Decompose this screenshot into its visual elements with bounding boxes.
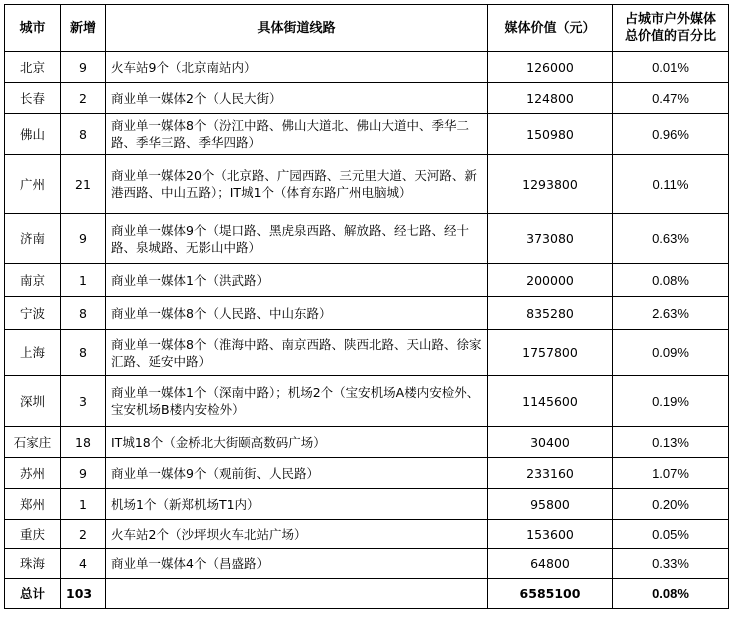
cell-pct: 0.05%: [613, 520, 729, 549]
cell-city: 宁波: [5, 297, 61, 330]
cell-pct: 1.07%: [613, 458, 729, 489]
cell-route: 商业单一媒体20个（北京路、广园西路、三元里大道、天河路、新港西路、中山五路）；IT城1个（体育东路广州电脑城）: [106, 155, 488, 214]
header-city: 城市: [5, 5, 61, 52]
cell-city: 上海: [5, 330, 61, 376]
table-row: [5, 52, 729, 83]
cell-new: 21: [61, 155, 106, 214]
cell-new: 1: [61, 264, 106, 297]
table-row: [5, 427, 729, 458]
cell-route: 火车站2个（沙坪坝火车北站广场）: [106, 520, 488, 549]
cell-route: 商业单一媒体8个（淮海中路、南京西路、陕西北路、天山路、徐家汇路、延安中路）: [106, 330, 488, 376]
cell-route: 商业单一媒体8个（汾江中路、佛山大道北、佛山大道中、季华二路、季华三路、季华四路）: [106, 114, 488, 155]
cell-pct: 0.20%: [613, 489, 729, 520]
cell-value: 233160: [488, 458, 613, 489]
total-pct: 0.08%: [613, 579, 729, 609]
total-row: [5, 579, 729, 609]
cell-pct: 0.19%: [613, 376, 729, 427]
total-value: 6585100: [488, 579, 613, 609]
header-value: 媒体价值（元）: [488, 5, 613, 52]
cell-city: 石家庄: [5, 427, 61, 458]
cell-pct: 2.63%: [613, 297, 729, 330]
total-label: 总计: [5, 579, 61, 609]
cell-route: 机场1个（新郑机场T1内）: [106, 489, 488, 520]
cell-new: 8: [61, 297, 106, 330]
cell-value: 1293800: [488, 155, 613, 214]
cell-value: 64800: [488, 549, 613, 579]
total-route: [106, 579, 488, 609]
cell-route: 商业单一媒体4个（昌盛路）: [106, 549, 488, 579]
header-pct: [613, 5, 729, 52]
cell-city: 重庆: [5, 520, 61, 549]
cell-pct: 0.01%: [613, 52, 729, 83]
cell-value: 835280: [488, 297, 613, 330]
cell-new: 8: [61, 114, 106, 155]
cell-pct: 0.08%: [613, 264, 729, 297]
cell-city: 长春: [5, 83, 61, 114]
cell-value: 153600: [488, 520, 613, 549]
cell-pct: 0.33%: [613, 549, 729, 579]
cell-new: 18: [61, 427, 106, 458]
cell-route: 商业单一媒体8个（人民路、中山东路）: [106, 297, 488, 330]
table-row: [5, 264, 729, 297]
cell-city: 佛山: [5, 114, 61, 155]
cell-value: 30400: [488, 427, 613, 458]
table-row: [5, 489, 729, 520]
cell-city: 南京: [5, 264, 61, 297]
cell-value: 373080: [488, 214, 613, 264]
cell-city: 苏州: [5, 458, 61, 489]
total-new: 103: [61, 579, 106, 609]
cell-route: 火车站9个（北京南站内）: [106, 52, 488, 83]
cell-new: 9: [61, 458, 106, 489]
table-row: [5, 458, 729, 489]
table-row: [5, 330, 729, 376]
cell-value: 1145600: [488, 376, 613, 427]
cell-route: 商业单一媒体2个（人民大街）: [106, 83, 488, 114]
cell-new: 8: [61, 330, 106, 376]
header-pct-line1: 占城市户外媒体: [624, 12, 716, 27]
cell-new: 1: [61, 489, 106, 520]
header-pct-line2: 总价值的百分比: [624, 29, 716, 44]
cell-city: 深圳: [5, 376, 61, 427]
cell-pct: 0.47%: [613, 83, 729, 114]
cell-value: 126000: [488, 52, 613, 83]
cell-route: 商业单一媒体9个（观前街、人民路）: [106, 458, 488, 489]
table-row: [5, 155, 729, 214]
cell-route: 商业单一媒体1个（深南中路）；机场2个（宝安机场A楼内安检外、宝安机场B楼内安检外）: [106, 376, 488, 427]
cell-new: 4: [61, 549, 106, 579]
cell-route: 商业单一媒体1个（洪武路）: [106, 264, 488, 297]
cell-value: 200000: [488, 264, 613, 297]
media-value-table: [4, 4, 729, 609]
table-row: [5, 520, 729, 549]
table-row: [5, 549, 729, 579]
table-row: [5, 297, 729, 330]
cell-value: 150980: [488, 114, 613, 155]
cell-city: 济南: [5, 214, 61, 264]
table-row: [5, 376, 729, 427]
cell-new: 3: [61, 376, 106, 427]
header-route: 具体街道线路: [106, 5, 488, 52]
cell-pct: 0.13%: [613, 427, 729, 458]
cell-pct: 0.09%: [613, 330, 729, 376]
cell-pct: 0.96%: [613, 114, 729, 155]
cell-value: 1757800: [488, 330, 613, 376]
cell-route: IT城18个（金桥北大街颐高数码广场）: [106, 427, 488, 458]
cell-route: 商业单一媒体9个（堤口路、黑虎泉西路、解放路、经七路、经十路、泉城路、无影山中路）: [106, 214, 488, 264]
table-row: [5, 114, 729, 155]
table-row: [5, 214, 729, 264]
cell-pct: 0.11%: [613, 155, 729, 214]
cell-value: 95800: [488, 489, 613, 520]
cell-new: 2: [61, 520, 106, 549]
cell-city: 广州: [5, 155, 61, 214]
cell-city: 珠海: [5, 549, 61, 579]
cell-value: 124800: [488, 83, 613, 114]
cell-new: 9: [61, 214, 106, 264]
cell-new: 9: [61, 52, 106, 83]
cell-city: 北京: [5, 52, 61, 83]
table-row: [5, 83, 729, 114]
cell-pct: 0.63%: [613, 214, 729, 264]
header-new: 新增: [61, 5, 106, 52]
header-row: [5, 5, 729, 52]
cell-new: 2: [61, 83, 106, 114]
cell-city: 郑州: [5, 489, 61, 520]
